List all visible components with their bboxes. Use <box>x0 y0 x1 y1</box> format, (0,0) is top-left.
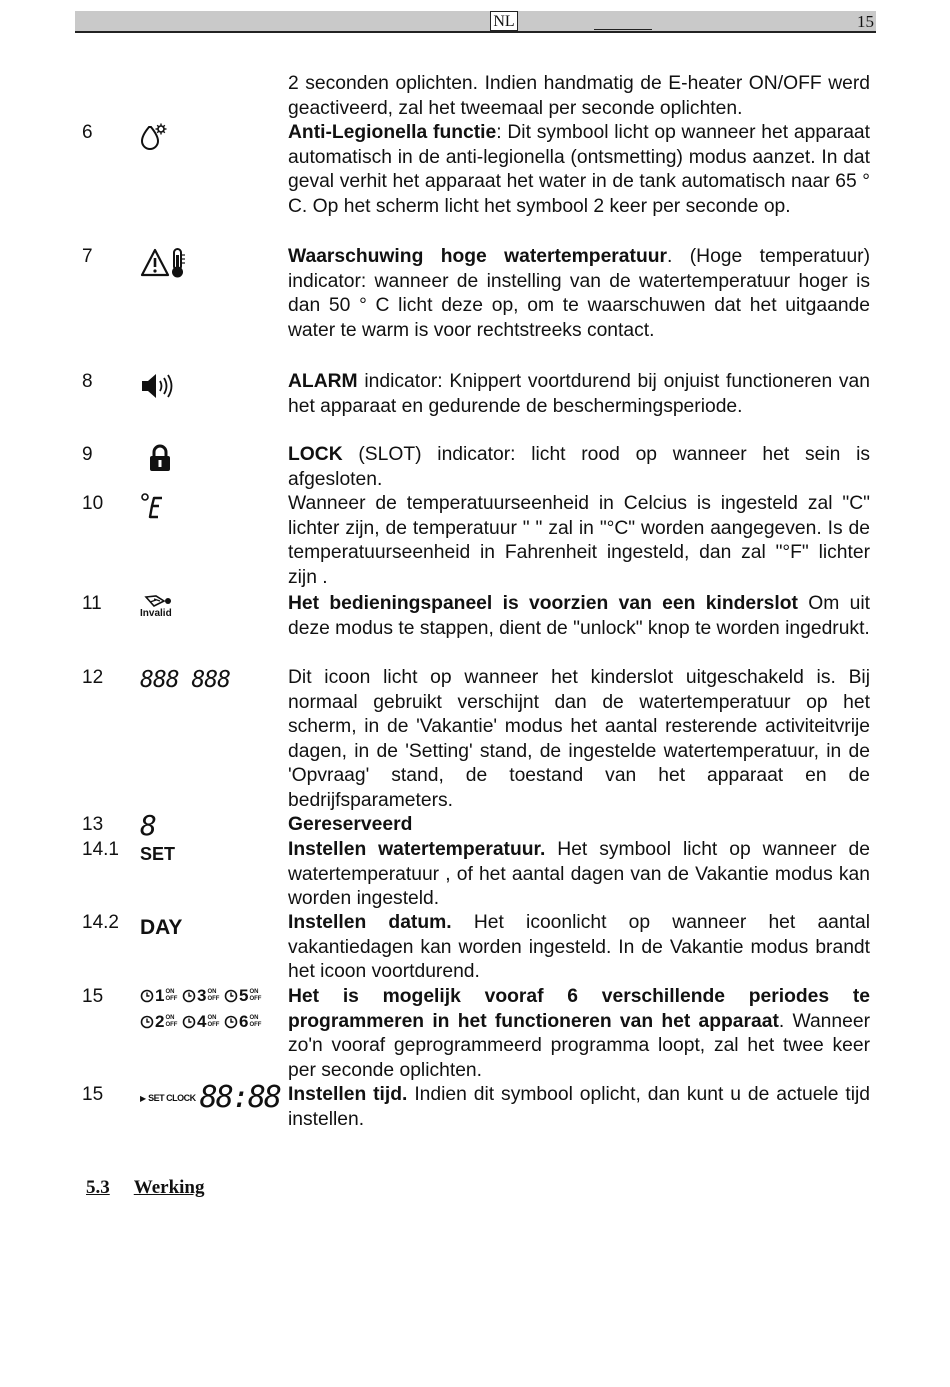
program-number: 2 <box>155 1012 165 1031</box>
program-number: 6 <box>239 1012 249 1031</box>
program-number: 1 <box>155 986 165 1005</box>
row-description: Waarschuwing hoge watertemperatuur. (Hoge temperatuur) indicator: wanneer de instelling van de watertemperatuur hoger is dan 50 ° C licht deze op, om te waarschuwen dat het uitgaande water te warm is voor rechtstreeks contact. <box>288 246 871 341</box>
off-label: OFF <box>165 1022 178 1028</box>
timer-program-1 <box>140 986 182 1006</box>
section-heading <box>86 1177 204 1199</box>
clock-icon <box>224 1015 238 1029</box>
off-label: OFF <box>207 1022 220 1028</box>
timer-programs-icon <box>140 986 266 1032</box>
clock-icon <box>182 1015 196 1029</box>
row-description: Instellen watertemperatuur. Het symbool licht op wanneer de watertemperatuur , of het aantal dagen van de Vakantie modus kan worden ingesteld. <box>288 839 870 909</box>
timer-program-4 <box>182 1012 224 1032</box>
section-number: 5.3 <box>86 1177 110 1198</box>
anti-legionella-icon <box>140 123 168 151</box>
day-icon: DAY <box>140 916 183 939</box>
program-number: 5 <box>239 986 249 1005</box>
row-number: 11 <box>82 593 102 614</box>
program-number: 4 <box>197 1012 207 1031</box>
on-label: ON <box>165 989 175 995</box>
row-description: ALARM indicator: Knippert voortdurend bij onjuist functioneren van het apparaat en gedurende de beschermingsperiode. <box>288 371 870 417</box>
row-description: Anti-Legionella functie: Dit symbool licht op wanneer het apparaat automatisch in de anti-legionella (ontsmetting) modus aanzet. In dat geval verhit het apparaat het water in de tank automatisch naar 65 ° C. Op het scherm licht het symbool 2 keer per seconde op. <box>288 122 870 217</box>
set-clock-icon: ▶ SET CLOCK 88:88 <box>140 1080 280 1115</box>
row-number: 7 <box>82 246 93 267</box>
page-number: 15 <box>857 12 874 31</box>
intro-paragraph: 2 seconden oplichten. Indien handmatig de E-heater ON/OFF werd geactiveerd, zal het tweemaal per seconde oplichten. <box>288 73 870 119</box>
temperature-unit-icon <box>140 492 166 522</box>
row-number: 12 <box>82 667 104 688</box>
language-code: NL <box>490 11 518 31</box>
clock-icon <box>140 1015 154 1029</box>
on-label: ON <box>165 1015 175 1021</box>
timer-program-2 <box>140 1012 182 1032</box>
row-number: 14.1 <box>82 839 119 860</box>
row-number: 10 <box>82 493 104 514</box>
set-clock-label: SET CLOCK <box>148 1093 196 1103</box>
program-number: 3 <box>197 986 207 1005</box>
off-label: OFF <box>165 996 178 1002</box>
on-label: ON <box>249 1015 259 1021</box>
clock-digits: 88:88 <box>199 1080 280 1115</box>
lock-icon <box>148 444 172 472</box>
invalid-child-lock-icon <box>140 594 180 619</box>
on-label: ON <box>249 989 259 995</box>
row-description: Dit icoon licht op wanneer het kinderslot uitgeschakeld is. Bij normaal gebruikt verschijnt dan de watertemperatuur op het scherm, in de 'Vakantie' modus het aantal resterende activiteitvrije dagen, in de 'Setting' stand, de ingestelde watertemperatuur, in de 'Opvraag' stand, de toestand van het apparaat en de bedrijfsparameters. <box>288 667 870 811</box>
on-label: ON <box>207 1015 217 1021</box>
row-number: 6 <box>82 122 93 143</box>
row-description: Het bedieningspaneel is voorzien van een kinderslot Om uit deze modus te stappen, dient de "unlock" knop te worden ingedrukt. <box>288 593 870 639</box>
single-digit-icon: 8 <box>140 809 157 842</box>
invalid-label: Invalid <box>140 608 172 619</box>
row-number: 15 <box>82 986 104 1007</box>
alarm-speaker-icon <box>140 372 176 400</box>
row-number: 8 <box>82 371 93 392</box>
row-description: Wanneer de temperatuurseenheid in Celcius is ingesteld zal "C" lichter zijn, de temperatuur " " zal in "°C" worden aangegeven. Is de temperatuurseenheid in Fahrenheit ingesteld, dan zal "°F" lichter zijn . <box>288 493 870 588</box>
header-divider <box>594 29 652 30</box>
row-number: 9 <box>82 444 93 465</box>
clock-icon <box>182 989 196 1003</box>
timer-program-grid <box>140 986 266 1032</box>
clock-icon <box>140 989 154 1003</box>
timer-program-6 <box>224 1012 266 1032</box>
off-label: OFF <box>249 996 262 1002</box>
section-title: Werking <box>133 1177 205 1198</box>
row-number: 14.2 <box>82 912 119 933</box>
set-icon: SET <box>140 844 176 864</box>
row-description: Het is mogelijk vooraf 6 verschillende periodes te programmeren in het functioneren van het apparaat. Wanneer zo'n vooraf geprogrammeerd programma loopt, zal het twee keer per seconde oplichten. <box>288 986 870 1081</box>
on-label: ON <box>207 989 217 995</box>
row-description: Gereserveerd <box>288 814 413 835</box>
timer-program-5 <box>224 986 266 1006</box>
off-label: OFF <box>249 1022 262 1028</box>
row-number: 15 <box>82 1084 104 1105</box>
high-temperature-warning-icon <box>140 247 190 279</box>
off-label: OFF <box>207 996 220 1002</box>
page-header <box>75 11 876 33</box>
row-description: Instellen tijd. Indien dit symbool oplicht, dan kunt u de actuele tijd instellen. <box>288 1084 870 1130</box>
row-number: 13 <box>82 814 104 835</box>
row-description: Instellen datum. Het icoonlicht op wanneer het aantal vakantiedagen kan worden ingesteld. In de Vakantie modus brandt het icoon voortdurend. <box>288 912 870 982</box>
clock-icon <box>224 989 238 1003</box>
row-description: LOCK (SLOT) indicator: licht rood op wanneer het sein is afgesloten. <box>288 444 870 490</box>
timer-program-3 <box>182 986 224 1006</box>
segment-display-icon: 888 888 <box>140 667 230 693</box>
